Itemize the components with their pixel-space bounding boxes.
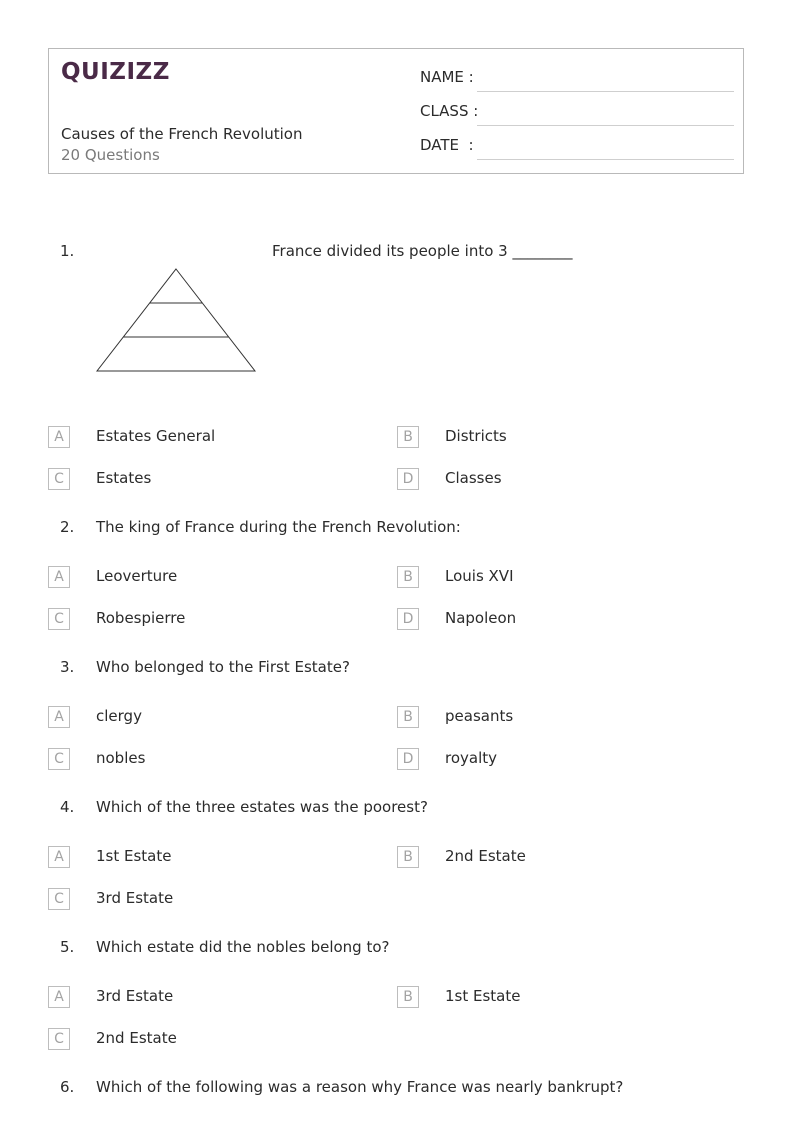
name-field[interactable] xyxy=(420,68,734,92)
option-c-text: 3rd Estate xyxy=(96,889,174,907)
option-b-text: 2nd Estate xyxy=(445,847,526,865)
question-text: Who belonged to the First Estate? xyxy=(96,658,350,676)
question-text: Which of the three estates was the poorest? xyxy=(96,798,428,816)
option-d-box[interactable]: D xyxy=(397,608,419,630)
option-c-text: Estates xyxy=(96,469,152,487)
question-count: 20 Questions xyxy=(61,146,160,164)
option-a-text: Estates General xyxy=(96,427,216,445)
option-d-text: royalty xyxy=(445,749,498,767)
option-c-text: 2nd Estate xyxy=(96,1029,177,1047)
quizizz-logo: QUIZIZZ xyxy=(61,59,170,85)
question-number: 5. xyxy=(60,938,75,956)
question-text: France divided its people into 3 ________ xyxy=(272,242,573,260)
option-b-box[interactable]: B xyxy=(397,566,419,588)
date-field[interactable] xyxy=(420,136,734,160)
class-line[interactable] xyxy=(477,125,734,126)
option-c-text: nobles xyxy=(96,749,146,767)
option-a-text: 1st Estate xyxy=(96,847,172,865)
option-b-text: peasants xyxy=(445,707,514,725)
option-c-box[interactable]: C xyxy=(48,748,70,770)
option-b-box[interactable]: B xyxy=(397,986,419,1008)
question-text: The king of France during the French Revolution: xyxy=(96,518,461,536)
option-b-box[interactable]: B xyxy=(397,846,419,868)
question-number: 4. xyxy=(60,798,75,816)
option-a-box[interactable]: A xyxy=(48,986,70,1008)
question-text: Which estate did the nobles belong to? xyxy=(96,938,390,956)
name-label: NAME : xyxy=(420,68,474,86)
option-a-text: 3rd Estate xyxy=(96,987,174,1005)
option-c-box[interactable]: C xyxy=(48,888,70,910)
question-number: 1. xyxy=(60,242,75,260)
option-b-text: Louis XVI xyxy=(445,567,514,585)
name-line[interactable] xyxy=(477,91,734,92)
option-d-text: Napoleon xyxy=(445,609,517,627)
option-c-box[interactable]: C xyxy=(48,608,70,630)
option-d-box[interactable]: D xyxy=(397,468,419,490)
option-b-box[interactable]: B xyxy=(397,426,419,448)
question-text: Which of the following was a reason why France was nearly bankrupt? xyxy=(96,1078,624,1096)
question-number: 6. xyxy=(60,1078,75,1096)
worksheet-header xyxy=(48,48,744,174)
option-a-box[interactable]: A xyxy=(48,846,70,868)
date-label: DATE : xyxy=(420,136,474,154)
option-d-box[interactable]: D xyxy=(397,748,419,770)
option-c-box[interactable]: C xyxy=(48,1028,70,1050)
class-label: CLASS : xyxy=(420,102,479,120)
option-a-box[interactable]: A xyxy=(48,706,70,728)
option-a-text: clergy xyxy=(96,707,142,725)
option-a-box[interactable]: A xyxy=(48,426,70,448)
option-b-box[interactable]: B xyxy=(397,706,419,728)
option-b-text: 1st Estate xyxy=(445,987,521,1005)
option-c-text: Robespierre xyxy=(96,609,186,627)
option-a-box[interactable]: A xyxy=(48,566,70,588)
question-number: 2. xyxy=(60,518,75,536)
three-tier-pyramid-icon xyxy=(95,266,257,374)
option-d-text: Classes xyxy=(445,469,502,487)
worksheet-title: Causes of the French Revolution xyxy=(61,125,303,143)
question-number: 3. xyxy=(60,658,75,676)
option-a-text: Leoverture xyxy=(96,567,178,585)
date-line[interactable] xyxy=(477,159,734,160)
class-field[interactable] xyxy=(420,102,734,126)
option-b-text: Districts xyxy=(445,427,507,445)
option-c-box[interactable]: C xyxy=(48,468,70,490)
